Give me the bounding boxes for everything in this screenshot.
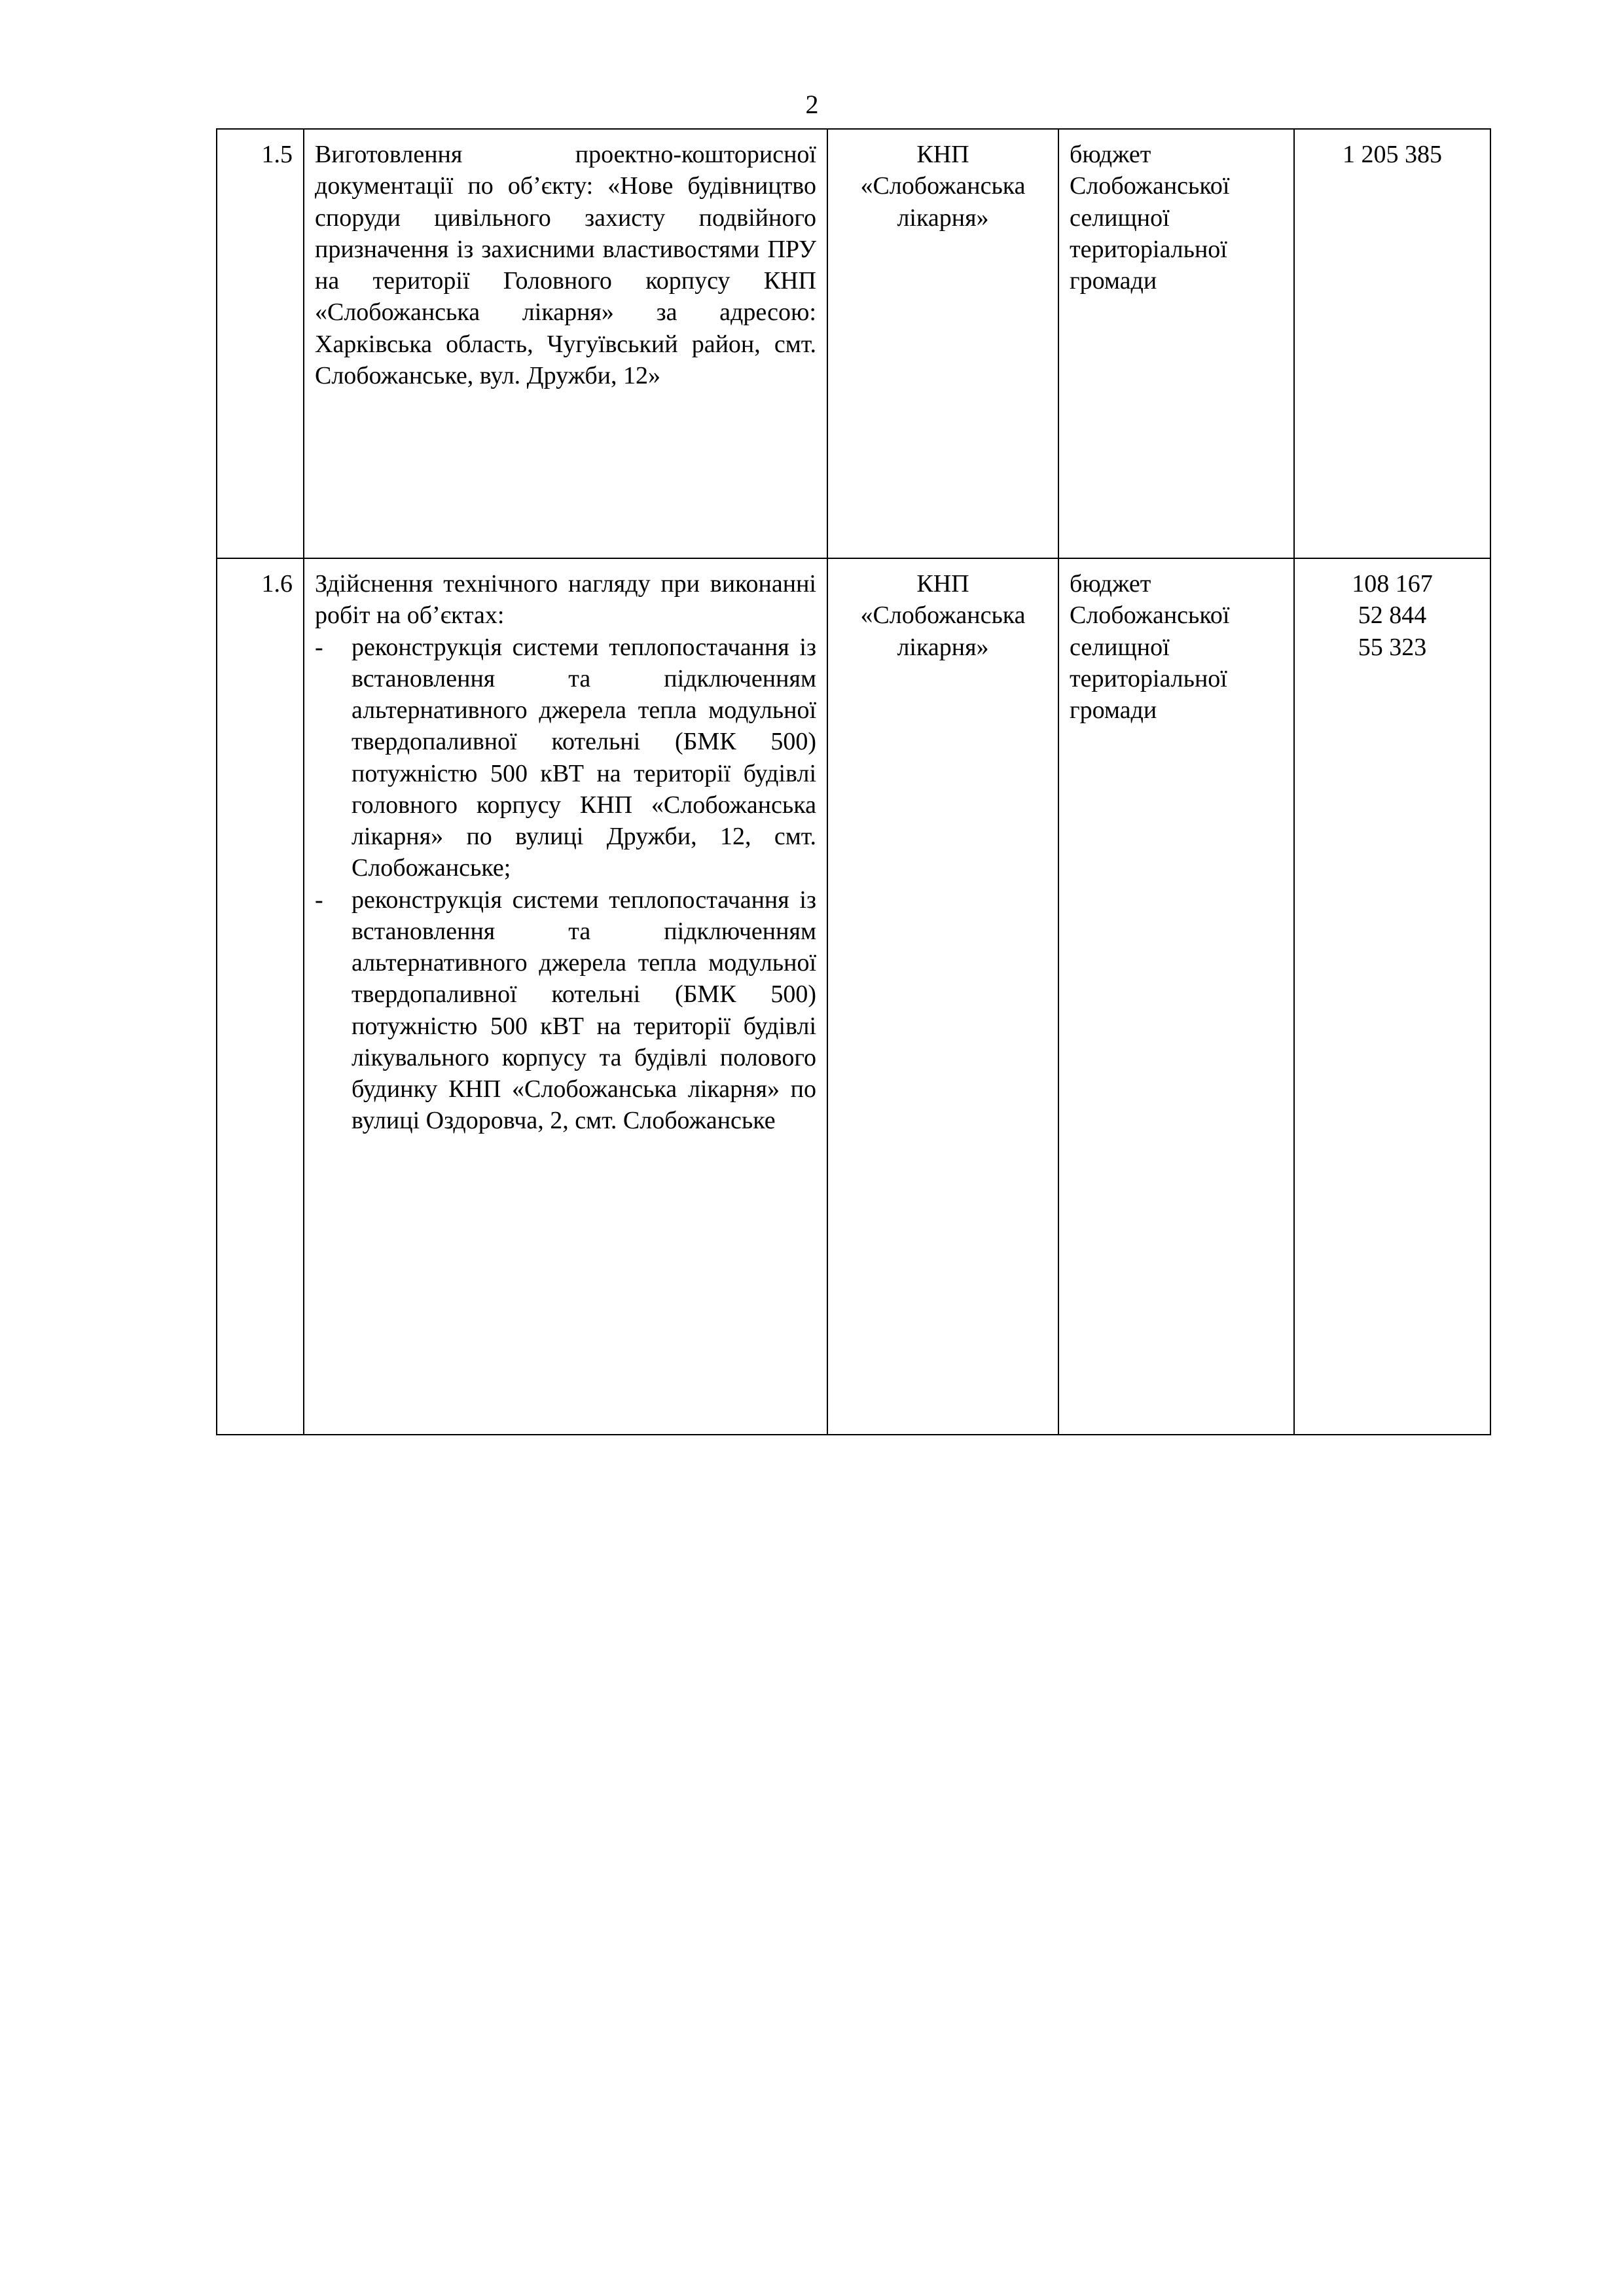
table-row: [217, 129, 1490, 558]
row-spacer: [315, 1137, 816, 1425]
row-number: 1.5: [217, 129, 304, 558]
row-budget-source: бюджет Слобожанської селищної територіальної громади: [1058, 129, 1294, 558]
list-item: - реконструкція системи теплопостачання із встановлення та підключенням альтернативного джерела тепла модульної твердопаливної котельні (БМК 500) потужністю 500 кВТ на території будівлі лікувального корпусу та будівлі полового будинку КНП «Слобожанська лікарня» по вулиці Оздоровча, 2, смт. Слобожанське: [315, 884, 816, 1137]
row-description-text: Виготовлення проектно-кошторисної документації по об’єкту: «Нове будівництво споруди цивільного захисту подвійного призначення із захисними властивостями ПРУ на території Головного корпусу КНП «Слобожанська лікарня» за адресою: Харківська область, Чугуївський район, смт. Слобожанське, вул. Дружби, 12»: [315, 141, 816, 389]
list-item: - реконструкція системи теплопостачання із встановлення та підключенням альтернативного джерела тепла модульної твердопаливної котельні (БМК 500) потужністю 500 кВТ на території будівлі головного корпусу КНП «Слобожанська лікарня» по вулиці Дружби, 12, смт. Слобожанське;: [315, 632, 816, 884]
row-description: [304, 558, 827, 1435]
row-budget-source: бюджет Слобожанської селищної територіальної громади: [1058, 558, 1294, 1435]
row-description-list: [315, 632, 816, 1137]
row-description: [304, 129, 827, 558]
row-amount-value: 55 323: [1358, 633, 1427, 661]
row-organization: КНП «Слобожанська лікарня»: [827, 558, 1058, 1435]
row-amount-value: 52 844: [1358, 601, 1427, 630]
row-amount-value: 108 167: [1352, 570, 1433, 598]
budget-items-table: [216, 128, 1491, 1435]
page-number: 2: [805, 90, 819, 119]
row-organization: КНП «Слобожанська лікарня»: [827, 129, 1058, 558]
row-amount: [1294, 129, 1490, 558]
row-description-text: Здійснення технічного нагляду при виконанні робіт на об’єктах:: [315, 570, 816, 630]
row-spacer: [315, 391, 816, 548]
table-row: [217, 558, 1490, 1435]
row-amount: [1294, 558, 1490, 1435]
row-amount-value: 1 205 385: [1343, 141, 1442, 168]
row-number: 1.6: [217, 558, 304, 1435]
